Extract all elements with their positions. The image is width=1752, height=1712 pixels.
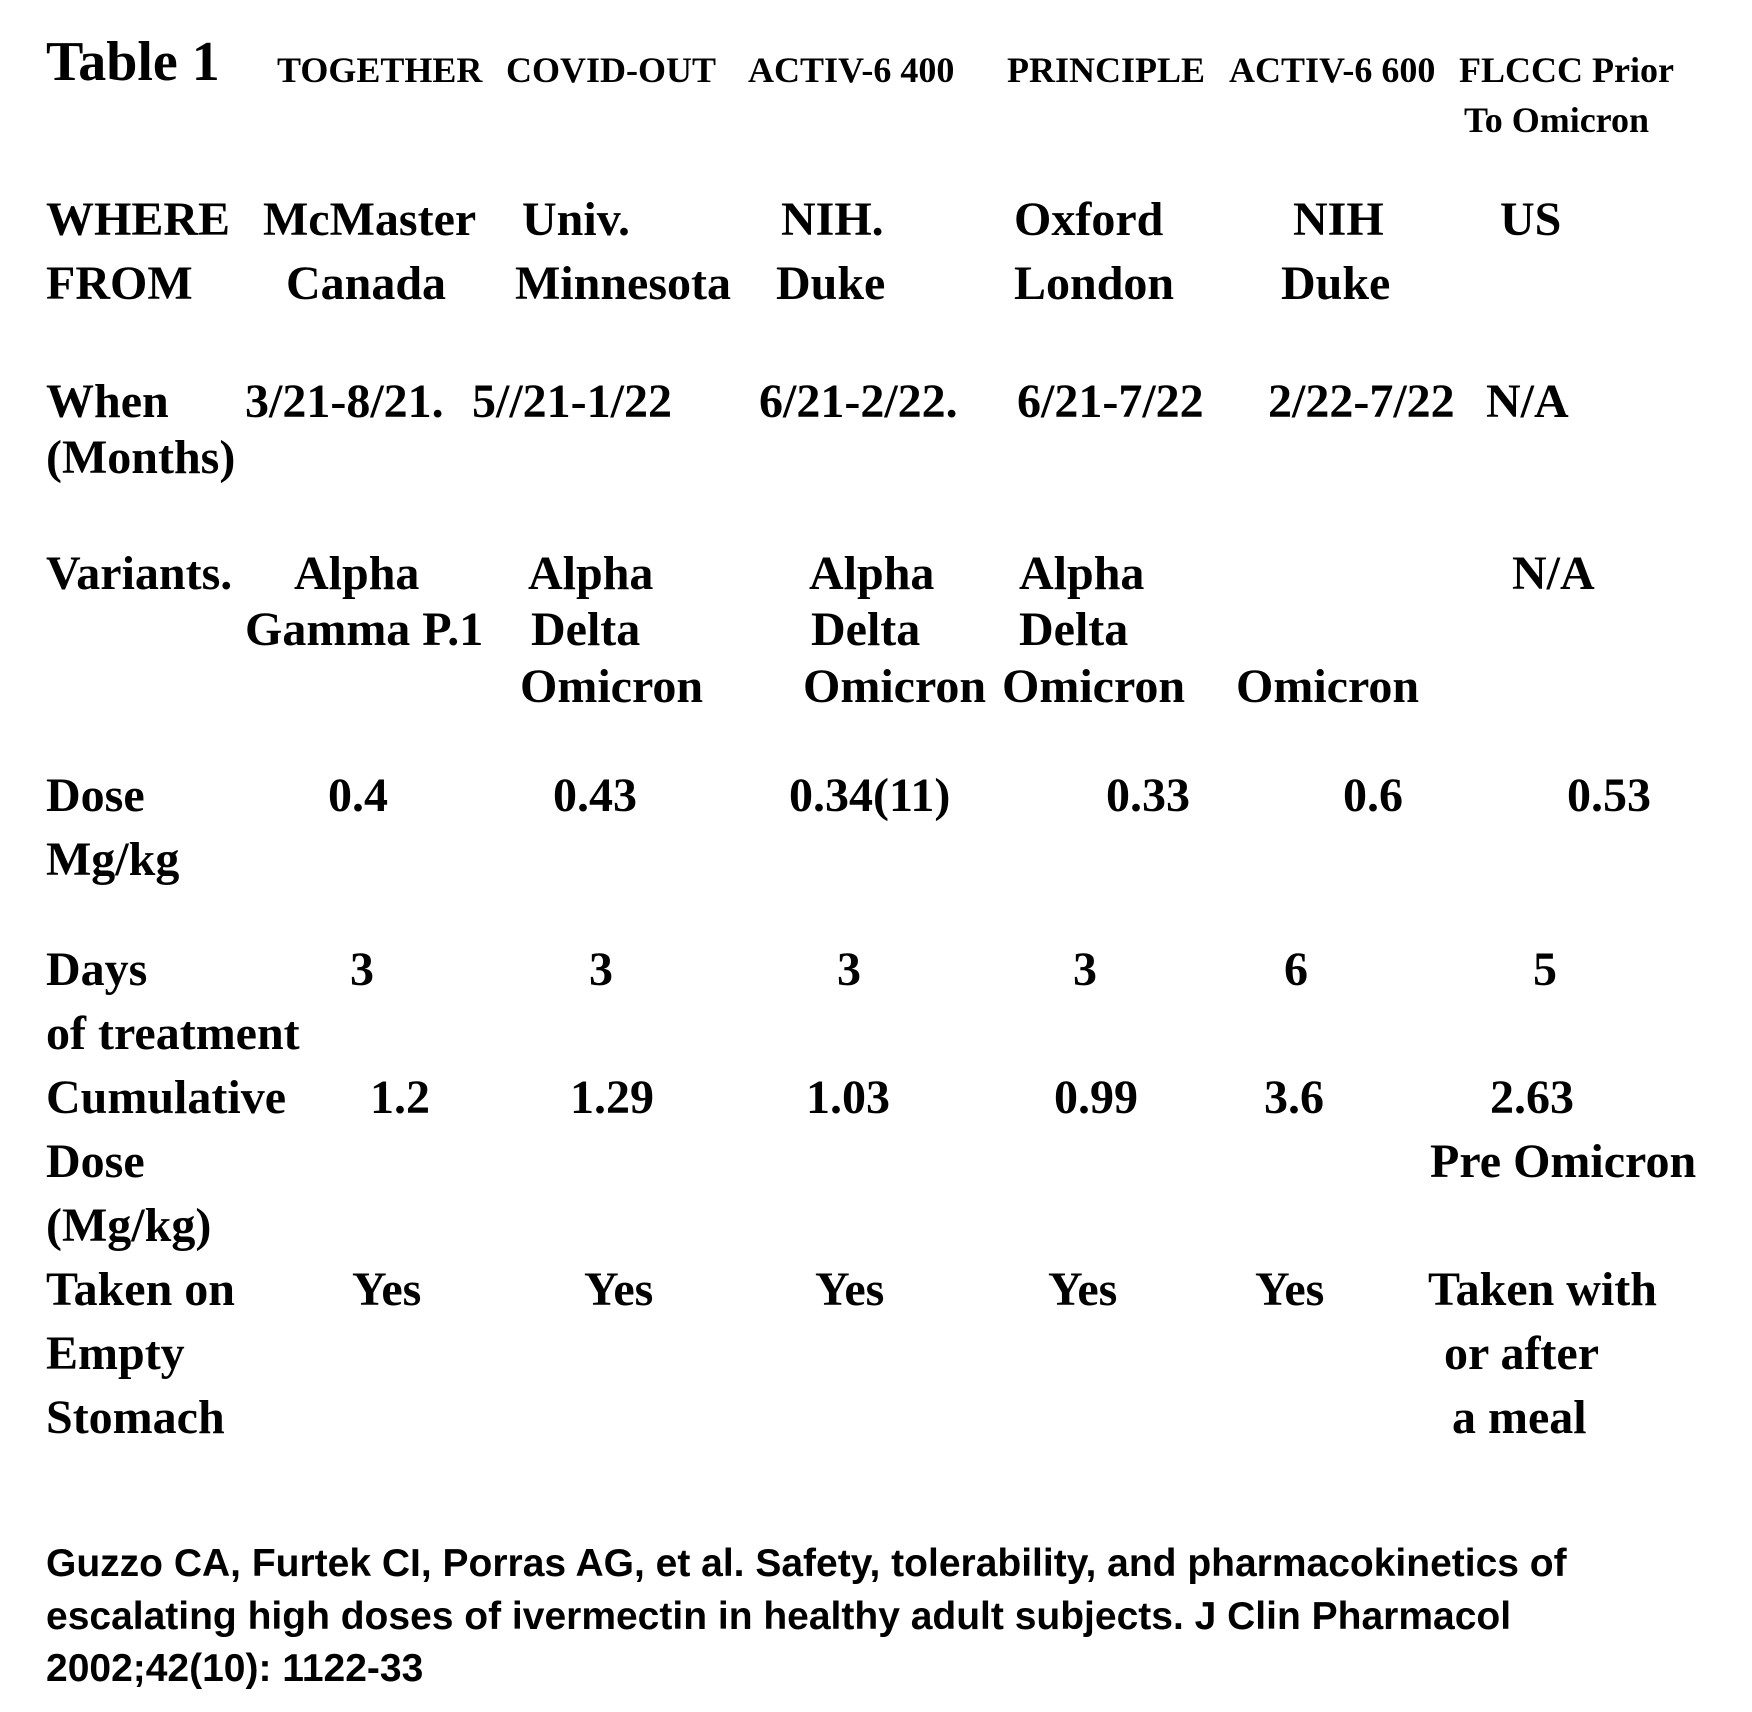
cumulative-together: 1.2 xyxy=(370,1071,430,1124)
where-covid-out: Univ. xyxy=(522,193,631,246)
where-together: McMaster xyxy=(263,193,477,246)
cumulative-principle: 0.99 xyxy=(1054,1071,1138,1124)
reference-citation: Guzzo CA, Furtek CI, Porras AG, et al. Safety, tolerability, and pharmacokinetics of escalating high doses of ivermectin in healthy adult subjects. J Clin Pharmacol 2002;42(10): 1122-33 xyxy=(46,1542,1567,1691)
cumulative-flccc-note: Pre Omicron xyxy=(1430,1135,1697,1188)
where-activ6-400: NIH. xyxy=(781,193,884,246)
cumulative-activ6-600: 3.6 xyxy=(1264,1071,1324,1124)
where-activ6-600: NIH xyxy=(1293,193,1384,246)
from-together: Canada xyxy=(286,257,447,310)
when-together: 3/21-8/21. xyxy=(245,375,444,428)
table-title: Table 1 xyxy=(46,31,220,93)
variant-flccc-1: N/A xyxy=(1512,547,1595,600)
variant-covid-out-3: Omicron xyxy=(520,660,704,713)
dose-activ6-400: 0.34(11) xyxy=(789,769,951,822)
row-label-when: When xyxy=(46,375,169,428)
dose-activ6-600: 0.6 xyxy=(1343,769,1403,822)
variant-together-1: Alpha xyxy=(294,547,420,600)
variant-activ6-400-1: Alpha xyxy=(809,547,935,600)
row-label-days: Days xyxy=(46,943,148,996)
column-header-activ6-400: ACTIV-6 400 xyxy=(748,50,955,90)
row-label-months: (Months) xyxy=(46,431,236,484)
row-label-variants: Variants. xyxy=(46,547,233,600)
variant-covid-out-2: Delta xyxy=(531,603,641,656)
empty-stomach-covid-out: Yes xyxy=(584,1263,654,1316)
column-header-principle: PRINCIPLE xyxy=(1007,50,1206,90)
variant-principle-3: Omicron xyxy=(1002,660,1186,713)
variant-covid-out-1: Alpha xyxy=(528,547,654,600)
variant-activ6-400-3: Omicron xyxy=(803,660,987,713)
days-principle: 3 xyxy=(1073,943,1097,996)
when-principle: 6/21-7/22 xyxy=(1017,375,1204,428)
cumulative-activ6-400: 1.03 xyxy=(806,1071,890,1124)
empty-stomach-together: Yes xyxy=(352,1263,422,1316)
column-header-together: TOGETHER xyxy=(277,50,483,90)
variant-activ6-600-3: Omicron xyxy=(1236,660,1420,713)
days-together: 3 xyxy=(350,943,374,996)
row-label-cumulative: Cumulative xyxy=(46,1071,286,1124)
empty-stomach-activ6-600: Yes xyxy=(1255,1263,1325,1316)
variant-principle-1: Alpha xyxy=(1019,547,1145,600)
row-label-empty: Empty xyxy=(46,1327,185,1380)
from-activ6-400: Duke xyxy=(776,257,886,310)
row-label-dose: Dose xyxy=(46,769,145,822)
dose-flccc: 0.53 xyxy=(1567,769,1651,822)
empty-stomach-flccc-3: a meal xyxy=(1452,1391,1587,1444)
column-header-activ6-600: ACTIV-6 600 xyxy=(1229,50,1436,90)
dose-together: 0.4 xyxy=(328,769,388,822)
empty-stomach-principle: Yes xyxy=(1048,1263,1118,1316)
from-activ6-600: Duke xyxy=(1281,257,1391,310)
variant-principle-2: Delta xyxy=(1019,603,1129,656)
column-header-covid-out: COVID-OUT xyxy=(506,50,717,90)
variant-together-2: Gamma P.1 xyxy=(245,603,484,656)
dose-covid-out: 0.43 xyxy=(553,769,637,822)
cumulative-covid-out: 1.29 xyxy=(570,1071,654,1124)
variant-activ6-400-2: Delta xyxy=(811,603,921,656)
column-header-flccc: FLCCC Prior xyxy=(1459,50,1674,90)
row-label-taken-on: Taken on xyxy=(46,1263,235,1316)
row-label-of-treatment: of treatment xyxy=(46,1007,300,1060)
row-label-where: WHERE xyxy=(46,193,231,246)
row-label-stomach: Stomach xyxy=(46,1391,225,1444)
cumulative-flccc: 2.63 xyxy=(1490,1071,1574,1124)
where-flccc: US xyxy=(1500,193,1562,246)
when-flccc: N/A xyxy=(1486,375,1569,428)
row-label-from: FROM xyxy=(46,257,193,310)
days-activ6-600: 6 xyxy=(1284,943,1308,996)
from-principle: London xyxy=(1014,257,1175,310)
empty-stomach-flccc-1: Taken with xyxy=(1428,1263,1657,1316)
row-label-dose-unit: Mg/kg xyxy=(46,833,180,886)
row-label-cumulative-dose: Dose xyxy=(46,1135,145,1188)
from-covid-out: Minnesota xyxy=(515,257,731,310)
empty-stomach-flccc-2: or after xyxy=(1444,1327,1600,1380)
where-principle: Oxford xyxy=(1014,193,1164,246)
days-covid-out: 3 xyxy=(589,943,613,996)
days-activ6-400: 3 xyxy=(837,943,861,996)
empty-stomach-activ6-400: Yes xyxy=(815,1263,885,1316)
when-activ6-400: 6/21-2/22. xyxy=(759,375,958,428)
when-activ6-600: 2/22-7/22 xyxy=(1268,375,1455,428)
column-header-flccc-line2: To Omicron xyxy=(1464,100,1650,140)
row-label-cumulative-unit: (Mg/kg) xyxy=(46,1199,212,1252)
dose-principle: 0.33 xyxy=(1106,769,1190,822)
days-flccc: 5 xyxy=(1533,943,1557,996)
when-covid-out: 5//21-1/22 xyxy=(472,375,672,428)
